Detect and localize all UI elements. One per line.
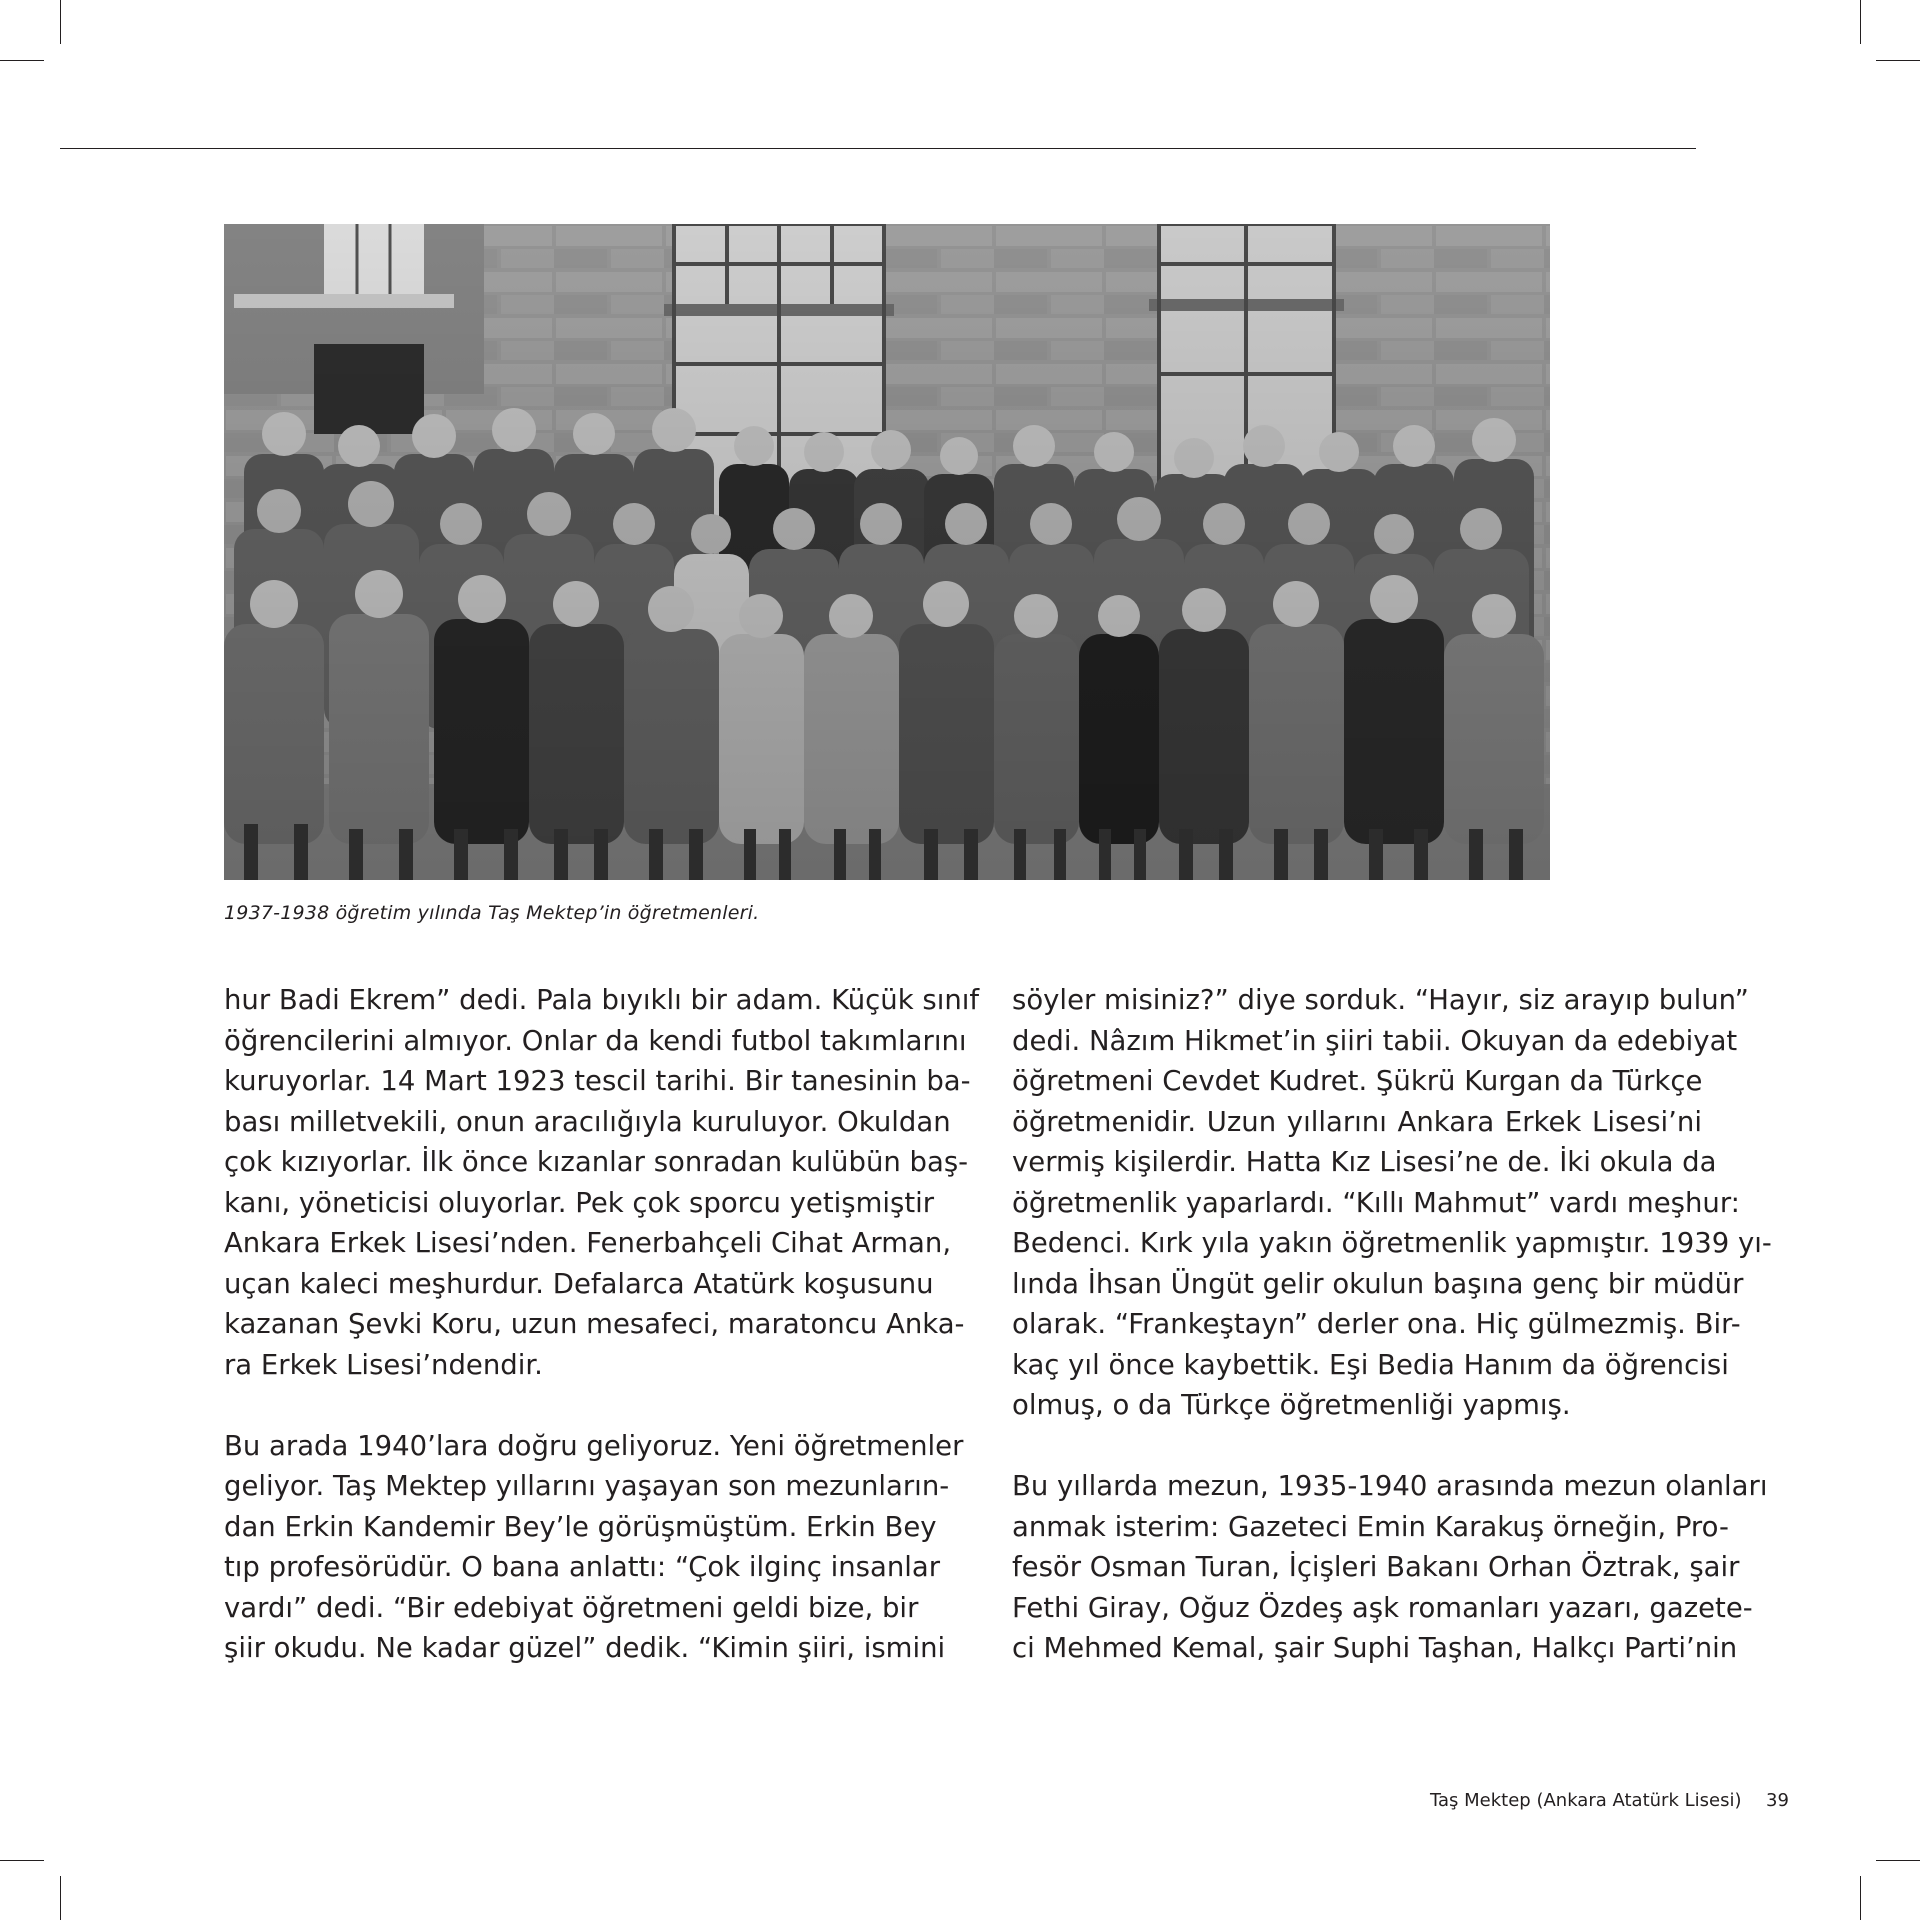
text-line: ra Erkek Lisesi’ndendir. bbox=[224, 1348, 543, 1381]
text-line: söyler misiniz?” diye sorduk. “Hayır, siz arayıp bulun” bbox=[1012, 984, 1749, 1016]
paragraph-gap bbox=[224, 1385, 914, 1426]
text-line: lında İhsan Üngüt gelir okulun başına genç bir müdür bbox=[1012, 1267, 1744, 1300]
text-line: dan Erkin Kandemir Bey’le görüşmüştüm. Erkin Bey bbox=[224, 1510, 937, 1543]
text-line: ci Mehmed Kemal, şair Suphi Taşhan, Halkçı Parti’nin bbox=[1012, 1632, 1738, 1664]
right-paragraph-1 bbox=[1012, 980, 1772, 1426]
text-line: şiir okudu. Ne kadar güzel” dedik. “Kimin şiiri, ismini bbox=[224, 1632, 946, 1664]
text-line: Bu arada 1940’lara doğru geliyoruz. Yeni öğretmenler bbox=[224, 1429, 964, 1462]
photo-caption: 1937-1938 öğretim yılında Taş Mektep’in öğretmenleri. bbox=[224, 902, 760, 924]
text-line: Bu yıllarda mezun, 1935-1940 arasında mezun olanları bbox=[1012, 1470, 1768, 1502]
crop-mark-top-left bbox=[60, 0, 61, 44]
left-paragraph-1 bbox=[224, 980, 980, 1385]
text-line: hur Badi Ekrem” dedi. Pala bıyıklı bir adam. Küçük sınıf bbox=[224, 984, 980, 1016]
paragraph-gap bbox=[1012, 1426, 1702, 1467]
group-photo-scene bbox=[224, 224, 1550, 880]
text-line: vardı” dedi. “Bir edebiyat öğretmeni geldi bize, bir bbox=[224, 1591, 919, 1624]
text-line: öğrencilerini almıyor. Onlar da kendi futbol takımlarını bbox=[224, 1024, 967, 1057]
text-line: Bedenci. Kırk yıla yakın öğretmenlik yapmıştır. 1939 yı- bbox=[1012, 1227, 1772, 1259]
text-line: Ankara Erkek Lisesi’nden. Fenerbahçeli Cihat Arman, bbox=[224, 1227, 952, 1259]
text-line: uçan kaleci meşhurdur. Defalarca Atatürk koşusunu bbox=[224, 1267, 934, 1300]
crop-mark-top-left-horizontal bbox=[0, 60, 44, 61]
text-line: kuruyorlar. 14 Mart 1923 tescil tarihi. Bir tanesinin ba- bbox=[224, 1065, 971, 1097]
crop-mark-bottom-left-horizontal bbox=[0, 1860, 44, 1861]
text-line: dedi. Nâzım Hikmet’in şiiri tabii. Okuyan da edebiyat bbox=[1012, 1024, 1738, 1057]
text-line: kazanan Şevki Koru, uzun mesafeci, maratoncu Anka- bbox=[224, 1308, 965, 1340]
left-paragraph-2 bbox=[224, 1426, 964, 1669]
right-paragraph-2 bbox=[1012, 1466, 1768, 1669]
text-line: tıp profesörüdür. O bana anlattı: “Çok ilginç insanlar bbox=[224, 1551, 941, 1583]
group-photo bbox=[224, 224, 1550, 880]
crop-mark-top-right bbox=[1860, 0, 1861, 44]
crop-mark-bottom-right bbox=[1860, 1876, 1861, 1920]
text-line: Fethi Giray, Oğuz Özdeş aşk romanları yazarı, gazete- bbox=[1012, 1591, 1753, 1624]
text-line: öğretmenlik yaparlardı. “Kıllı Mahmut” vardı meşhur: bbox=[1012, 1186, 1740, 1219]
text-line: çok kızıyorlar. İlk önce kızanlar sonradan kulübün baş- bbox=[224, 1146, 969, 1178]
text-line: bası milletvekili, onun aracılığıyla kuruluyor. Okuldan bbox=[224, 1105, 951, 1138]
crop-mark-top-right-horizontal bbox=[1876, 60, 1920, 61]
text-line: kaç yıl önce kaybettik. Eşi Bedia Hanım da öğrencisi bbox=[1012, 1348, 1729, 1381]
text-line: öğretmenidir. Uzun yıllarını Ankara Erkek Lisesi’ni bbox=[1012, 1105, 1702, 1138]
page-number: 39 bbox=[1766, 1790, 1789, 1811]
left-text-column bbox=[224, 980, 980, 1669]
text-line: anmak isterim: Gazeteci Emin Karakuş örneğin, Pro- bbox=[1012, 1510, 1729, 1543]
right-text-column bbox=[1012, 980, 1772, 1669]
crop-mark-bottom-right-horizontal bbox=[1876, 1860, 1920, 1861]
header-rule bbox=[60, 148, 1696, 149]
text-line: kanı, yöneticisi oluyorlar. Pek çok sporcu yetişmiştir bbox=[224, 1186, 935, 1219]
text-line: olarak. “Frankeştayn” derler ona. Hiç gülmezmiş. Bir- bbox=[1012, 1308, 1741, 1340]
text-line: fesör Osman Turan, İçişleri Bakanı Orhan Öztrak, şair bbox=[1012, 1551, 1740, 1583]
crop-mark-bottom-left bbox=[60, 1876, 61, 1920]
text-line: geliyor. Taş Mektep yıllarını yaşayan son mezunların- bbox=[224, 1470, 950, 1502]
text-line: olmuş, o da Türkçe öğretmenliği yapmış. bbox=[1012, 1389, 1571, 1421]
running-footer-title: Taş Mektep (Ankara Atatürk Lisesi) bbox=[1430, 1790, 1742, 1811]
text-line: öğretmeni Cevdet Kudret. Şükrü Kurgan da Türkçe bbox=[1012, 1065, 1703, 1097]
text-line: vermiş kişilerdir. Hatta Kız Lisesi’ne de. İki okula da bbox=[1012, 1146, 1717, 1178]
